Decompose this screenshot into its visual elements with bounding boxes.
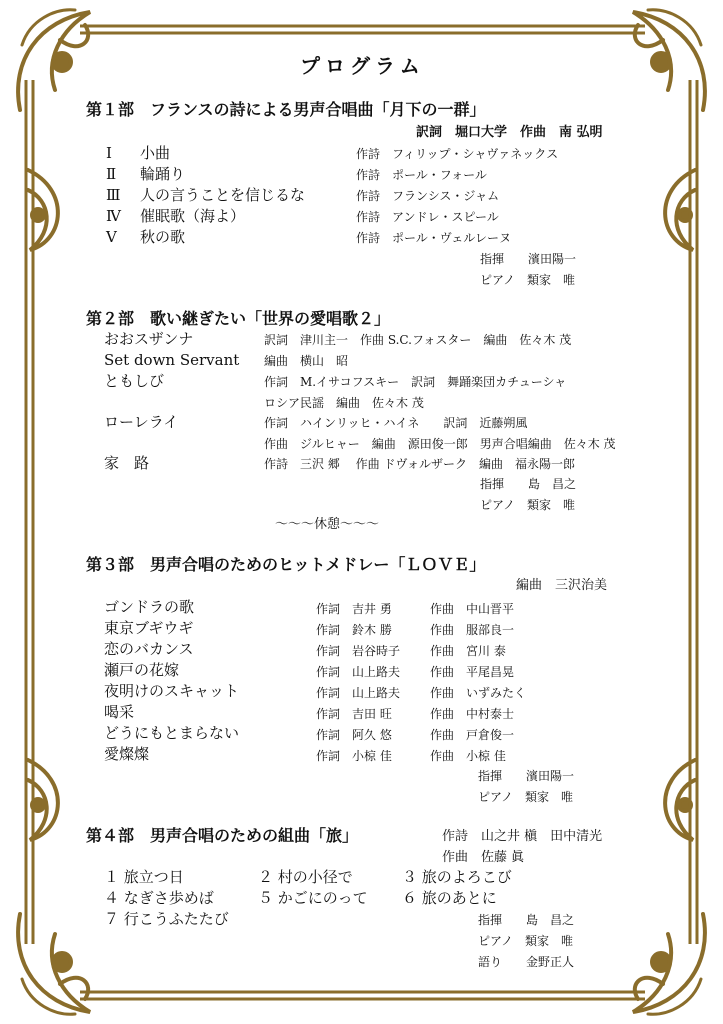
- part4-heading: 第４部 男声合唱のための組曲「旅」: [86, 826, 359, 845]
- part3-item-music: 作曲 宮川 泰: [430, 644, 506, 658]
- part3-item-lyric: 作詞 鈴木 勝: [316, 623, 392, 637]
- part4-item: ４ なぎさ歩めば: [104, 889, 214, 907]
- part4-item: ５ かごにのって: [258, 889, 368, 907]
- part1-item-credit: 作詩 フランシス・ジャム: [356, 189, 500, 203]
- part1-item-num: Ⅴ: [106, 228, 117, 246]
- part3-item-title: 恋のバカンス: [104, 640, 194, 658]
- part4-item: ６ 旅のあとに: [402, 889, 497, 907]
- part4-narrator: 語り 金野正人: [478, 955, 575, 969]
- part3-item-lyric: 作詞 岩谷時子: [316, 644, 401, 658]
- part3-item-title: 東京ブギウギ: [104, 619, 194, 637]
- part3-heading: 第３部 男声合唱のためのヒットメドレー「ＬＯＶＥ」: [86, 555, 486, 574]
- part1-item-title: 秋の歌: [140, 228, 186, 246]
- part3-conductor: 指揮 濱田陽一: [478, 769, 575, 783]
- part2-pianist: ピアノ 類家 唯: [480, 498, 576, 512]
- part3-item-title: 愛燦燦: [104, 745, 150, 763]
- part3-item-title: 喝采: [104, 703, 135, 721]
- part2-item-credit: 作詩 三沢 郷 作曲 ドヴォルザーク 編曲 福永陽一郎: [264, 457, 575, 471]
- part3-item-lyric: 作詞 吉井 勇: [316, 602, 392, 616]
- part4-composer: 作曲 佐藤 眞: [442, 850, 525, 865]
- part4-conductor: 指揮 島 昌之: [478, 913, 575, 927]
- part3-item-music: 作曲 小椋 佳: [430, 749, 506, 763]
- part2-item-title: ともしび: [104, 372, 165, 390]
- part1-item-num: Ⅱ: [106, 165, 117, 183]
- intermission: ～～～休憩～～～: [275, 517, 380, 532]
- part1-pianist: ピアノ 類家 唯: [480, 273, 576, 287]
- part3-pianist: ピアノ 類家 唯: [478, 790, 574, 804]
- part1-credit: 訳詞 堀口大学 作曲 南 弘明: [416, 125, 603, 140]
- part2-item-credit: 編曲 横山 昭: [264, 354, 349, 368]
- part2-heading: 第２部 歌い継ぎたい「世界の愛唱歌２」: [86, 309, 391, 328]
- part3-item-music: 作曲 平尾昌晃: [430, 665, 515, 679]
- part4-item: １ 旅立つ日: [104, 868, 184, 886]
- part3-item-music: 作曲 中村泰士: [430, 707, 515, 721]
- part3-item-lyric: 作詞 吉田 旺: [316, 707, 392, 721]
- part1-item-title: 小曲: [140, 144, 171, 162]
- part2-item-title: Set down Servant: [104, 351, 240, 369]
- part1-item-credit: 作詩 ポール・ヴェルレーヌ: [356, 231, 511, 245]
- part1-item-num: Ⅳ: [106, 207, 121, 225]
- part4-lyricist: 作詩 山之井 槇 田中清光: [442, 829, 603, 844]
- part3-arranger: 編曲 三沢治美: [516, 578, 608, 593]
- part2-item-credit: 作詞 M.イサコフスキー 訳詞 舞踊楽団カチューシャ: [264, 375, 567, 389]
- part1-item-num: Ⅰ: [106, 144, 112, 162]
- part2-item-title: 家 路: [104, 454, 150, 472]
- part3-item-music: 作曲 戸倉俊一: [430, 728, 515, 742]
- part3-item-lyric: 作詞 阿久 悠: [316, 728, 392, 742]
- page-title: プログラム: [300, 54, 425, 78]
- part2-item-credit: 作曲 ジルヒャー 編曲 源田俊一郎 男声合唱編曲 佐々木 茂: [264, 437, 616, 451]
- part2-item-credit: 作詞 ハインリッヒ・ハイネ 訳詞 近藤朔風: [264, 416, 528, 430]
- part4-item: ７ 行こうふたたび: [104, 910, 229, 928]
- part1-item-title: 人の言うことを信じるな: [140, 186, 306, 204]
- part3-item-lyric: 作詞 山上路夫: [316, 686, 401, 700]
- part1-conductor: 指揮 濱田陽一: [480, 252, 577, 266]
- part1-item-num: Ⅲ: [106, 186, 121, 204]
- part3-item-title: どうにもとまらない: [104, 724, 240, 742]
- part2-item-credit: 訳詞 津川主一 作曲 S.C.フォスター 編曲 佐々木 茂: [264, 333, 572, 347]
- part3-item-title: 瀬戸の花嫁: [104, 661, 180, 679]
- part2-item-title: おおスザンナ: [104, 330, 194, 348]
- part1-item-credit: 作詩 フィリップ・シャヴァネックス: [356, 147, 559, 161]
- part2-item-credit: ロシア民謡 編曲 佐々木 茂: [264, 396, 424, 410]
- part1-item-credit: 作詩 アンドレ・スピール: [356, 210, 499, 224]
- part3-item-lyric: 作詞 小椋 佳: [316, 749, 392, 763]
- part1-heading: 第１部 フランスの詩による男声合唱曲「月下の一群」: [86, 100, 486, 119]
- part2-conductor: 指揮 島 昌之: [480, 477, 577, 491]
- part3-item-title: 夜明けのスキャット: [104, 682, 240, 700]
- part1-item-title: 輪踊り: [140, 165, 186, 183]
- part1-item-title: 催眠歌（海よ）: [140, 207, 246, 225]
- part4-item: ３ 旅のよろこび: [402, 868, 512, 886]
- part3-item-title: ゴンドラの歌: [104, 598, 195, 616]
- part4-item: ２ 村の小径で: [258, 868, 353, 886]
- part1-item-credit: 作詩 ポール・フォール: [356, 168, 487, 182]
- part3-item-music: 作曲 いずみたく: [430, 686, 527, 700]
- part3-item-music: 作曲 中山晋平: [430, 602, 515, 616]
- part3-item-lyric: 作詞 山上路夫: [316, 665, 401, 679]
- part2-item-title: ローレライ: [104, 413, 179, 431]
- part3-item-music: 作曲 服部良一: [430, 623, 515, 637]
- part4-pianist: ピアノ 類家 唯: [478, 934, 574, 948]
